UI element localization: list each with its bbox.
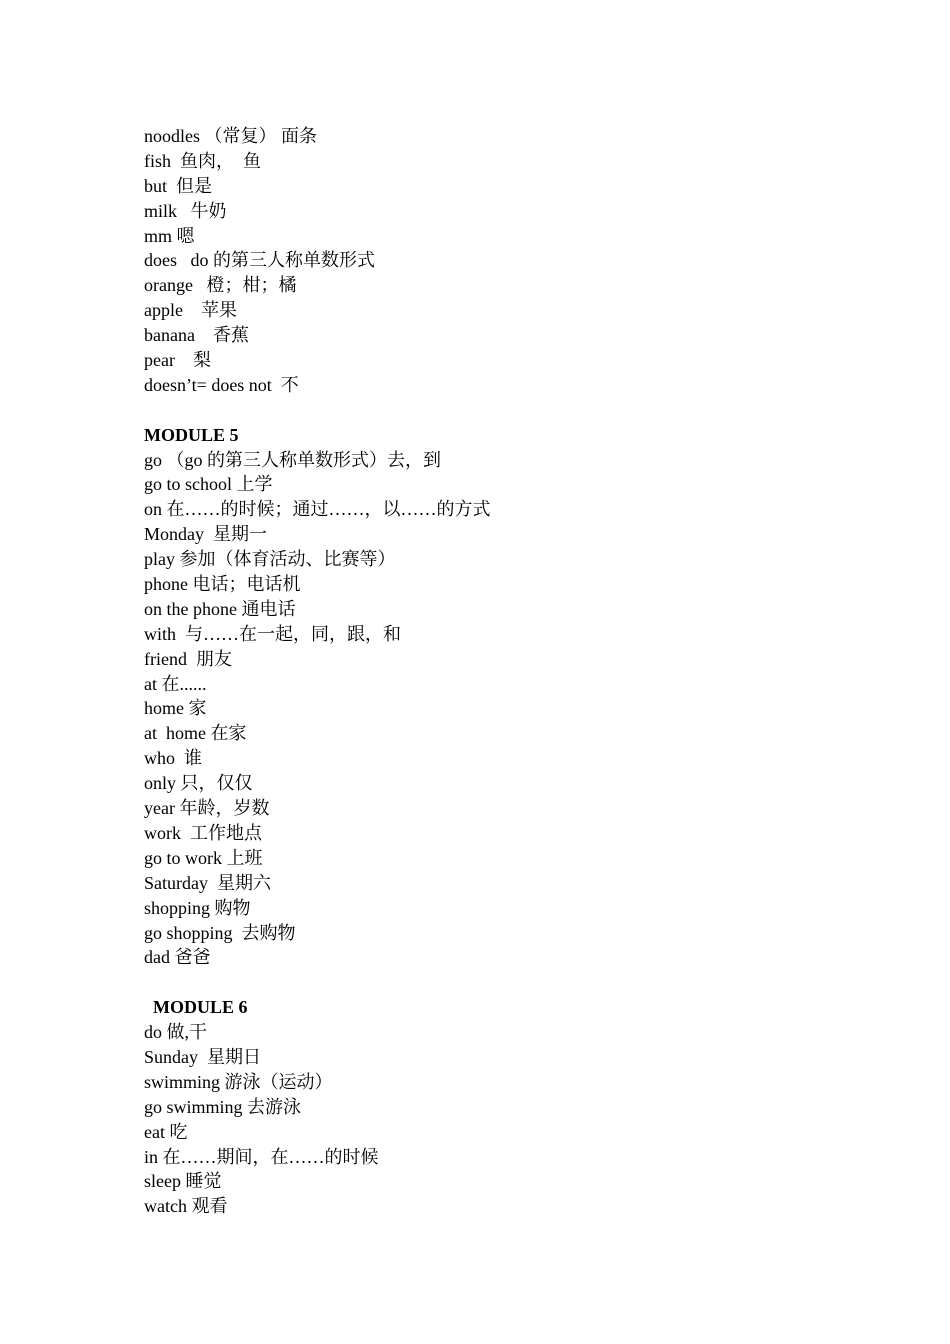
vocab-line: go to school 上学 xyxy=(144,474,273,495)
vocab-line: Sunday 星期日 xyxy=(144,1046,261,1067)
vocab-line: work 工作地点 xyxy=(144,822,262,843)
vocab-line: do 做,干 xyxy=(144,1022,207,1043)
vocab-list-intro xyxy=(144,124,864,398)
vocab-line: only 只，仅仅 xyxy=(144,773,253,794)
vocab-line: milk 牛奶 xyxy=(144,200,227,221)
vocab-line: Monday 星期一 xyxy=(144,524,267,545)
vocab-line: apple 苹果 xyxy=(144,300,237,321)
vocab-line: sleep 睡觉 xyxy=(144,1171,222,1192)
vocab-line: but 但是 xyxy=(144,175,213,196)
vocab-line: banana 香蕉 xyxy=(144,325,249,346)
vocab-line: fish 鱼肉， 鱼 xyxy=(144,150,261,171)
vocab-line: on the phone 通电话 xyxy=(144,598,296,619)
vocab-line: at 在...... xyxy=(144,673,207,694)
vocab-line: phone 电话；电话机 xyxy=(144,574,301,595)
vocab-line: play 参加（体育活动、比赛等） xyxy=(144,549,396,570)
vocab-line: doesn’t= does not 不 xyxy=(144,374,299,395)
spacer xyxy=(144,970,864,995)
vocab-line: home 家 xyxy=(144,698,207,719)
vocab-line: on 在……的时候；通过……，以……的方式 xyxy=(144,499,491,520)
vocab-line: noodles （常复） 面条 xyxy=(144,126,317,146)
module-6-heading: MODULE 6 xyxy=(144,997,248,1018)
vocab-line: dad 爸爸 xyxy=(144,947,211,968)
module-5-heading: MODULE 5 xyxy=(144,424,239,445)
vocab-line: Saturday 星期六 xyxy=(144,872,271,893)
vocab-line: year 年龄，岁数 xyxy=(144,798,270,819)
vocab-line: does do 的第三人称单数形式 xyxy=(144,250,375,271)
vocab-line: go swimming 去游泳 xyxy=(144,1096,302,1117)
vocab-line: mm 嗯 xyxy=(144,225,195,246)
vocab-line: pear 梨 xyxy=(144,350,211,371)
vocab-line: watch 观看 xyxy=(144,1196,228,1217)
vocab-line: in 在……期间，在……的时候 xyxy=(144,1146,379,1167)
vocab-line: friend 朋友 xyxy=(144,648,232,669)
vocab-line: eat 吃 xyxy=(144,1121,188,1142)
spacer xyxy=(144,398,864,423)
module-5-section xyxy=(144,423,864,971)
vocab-line: at home 在家 xyxy=(144,723,247,744)
vocab-line: shopping 购物 xyxy=(144,897,251,918)
vocab-line: go （go 的第三人称单数形式）去，到 xyxy=(144,449,441,470)
vocab-line: orange 橙；柑；橘 xyxy=(144,275,297,296)
document-page xyxy=(144,124,864,1219)
vocab-line: who 谁 xyxy=(144,748,202,769)
vocab-line: go to work 上班 xyxy=(144,847,263,868)
vocab-line: go shopping 去购物 xyxy=(144,922,296,943)
vocab-line: with 与……在一起，同，跟，和 xyxy=(144,623,401,644)
module-6-section xyxy=(144,995,864,1219)
vocab-line: swimming 游泳（运动） xyxy=(144,1071,333,1092)
